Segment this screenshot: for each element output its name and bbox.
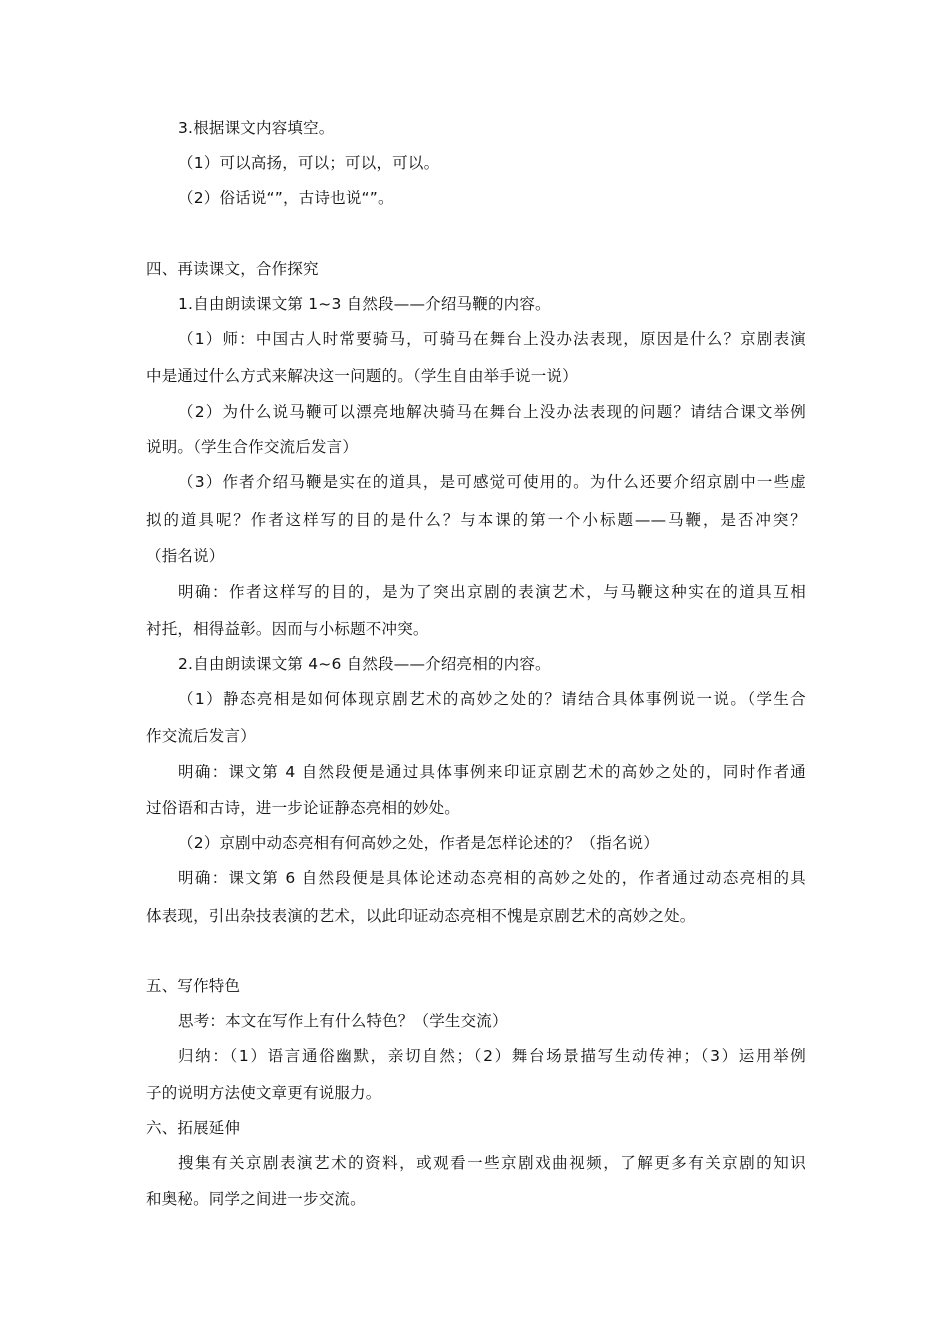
question-5: （2）京剧中动态亮相有何高妙之处，作者是怎样论述的？（指名说）: [178, 834, 660, 852]
summary-line-1: 归纳：（1）语言通俗幽默，亲切自然；（2）舞台场景描写生动传神；（3）运用举例: [178, 1047, 806, 1065]
answer-3-line-1: 明确：课文第 6 自然段便是具体论述动态亮相的高妙之处的，作者通过动态亮相的具: [178, 869, 806, 887]
subsection-2: 2.自由朗读课文第 4~6 自然段——介绍亮相的内容。: [178, 655, 551, 673]
question-3-line-2: 拟的道具呢？作者这样写的目的是什么？与本课的第一个小标题——马鞭，是否冲突？: [146, 511, 806, 529]
answer-3-line-2: 体表现，引出杂技表演的艺术，以此印证动态亮相不愧是京剧艺术的高妙之处。: [146, 907, 696, 925]
answer-1-line-1: 明确：作者这样写的目的，是为了突出京剧的表演艺术，与马鞭这种实在的道具互相: [178, 583, 806, 601]
answer-2-line-2: 过俗语和古诗，进一步论证静态亮相的妙处。: [146, 799, 461, 817]
question-3-line-1: （3）作者介绍马鞭是实在的道具，是可感觉可使用的。为什么还要介绍京剧中一些虚: [178, 473, 806, 491]
extension-line-2: 和奥秘。同学之间进一步交流。: [146, 1190, 366, 1208]
fill-blank-instruction: 3.根据课文内容填空。: [178, 119, 335, 137]
answer-2-line-1: 明确：课文第 4 自然段便是通过具体事例来印证京剧艺术的高妙之处的，同时作者通: [178, 763, 806, 781]
question-1-line-1: （1）师：中国古人时常要骑马，可骑马在舞台上没办法表现，原因是什么？京剧表演: [178, 330, 806, 348]
section-heading-6: 六、拓展延伸: [146, 1119, 241, 1137]
answer-1-line-2: 衬托，相得益彰。因而与小标题不冲突。: [146, 620, 429, 638]
question-4-line-1: （1）静态亮相是如何体现京剧艺术的高妙之处的？请结合具体事例说一说。（学生合: [178, 690, 806, 708]
fill-blank-item-1: （1）可以高扬，可以；可以，可以。: [178, 154, 440, 172]
question-2-line-1: （2）为什么说马鞭可以漂亮地解决骑马在舞台上没办法表现的问题？请结合课文举例: [178, 403, 806, 421]
question-4-line-2: 作交流后发言）: [146, 727, 256, 745]
extension-line-1: 搜集有关京剧表演艺术的资料，或观看一些京剧戏曲视频，了解更多有关京剧的知识: [178, 1154, 806, 1172]
question-1-line-2: 中是通过什么方式来解决这一问题的。（学生自由举手说一说）: [146, 367, 578, 385]
section-heading-5: 五、写作特色: [146, 977, 241, 995]
writing-question: 思考：本文在写作上有什么特色？（学生交流）: [178, 1012, 508, 1030]
summary-line-2: 子的说明方法使文章更有说服力。: [146, 1084, 382, 1102]
question-2-line-2: 说明。（学生合作交流后发言）: [146, 438, 359, 456]
subsection-1: 1.自由朗读课文第 1~3 自然段——介绍马鞭的内容。: [178, 295, 551, 313]
question-3-line-3: （指名说）: [146, 547, 225, 565]
section-heading-4: 四、再读课文，合作探究: [146, 260, 319, 278]
fill-blank-item-2: （2）俗话说“”，古诗也说“”。: [178, 189, 394, 207]
